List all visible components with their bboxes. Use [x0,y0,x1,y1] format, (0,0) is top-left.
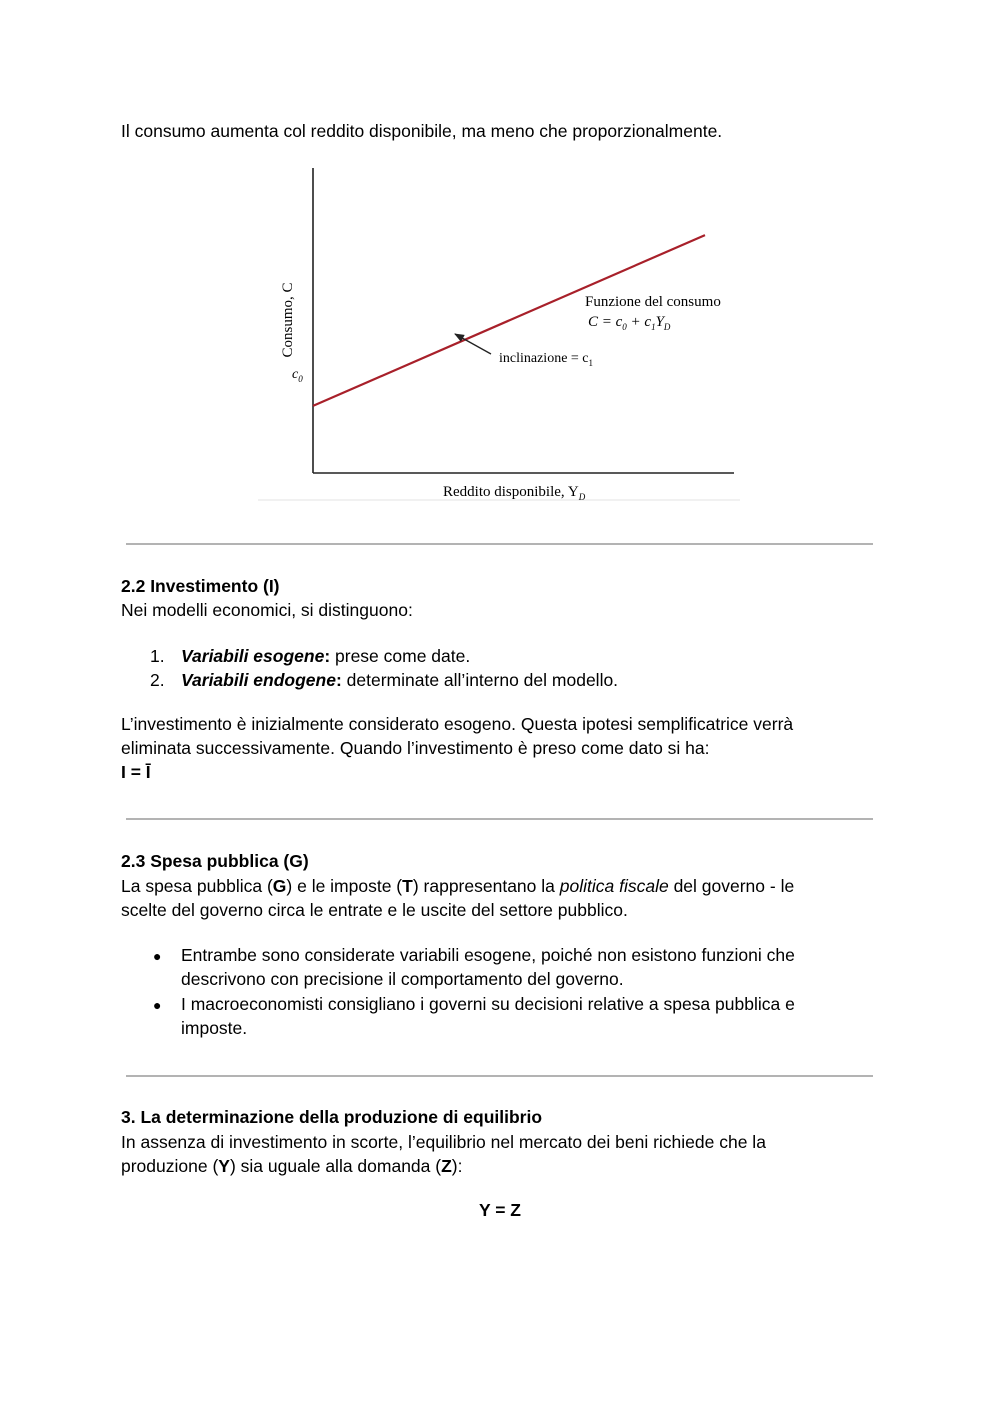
investment-equation: I = Ī [121,762,151,782]
paragraph-line: eliminata successivamente. Quando l’investimento è preso come dato si ha: [121,738,710,758]
slope-label: inclinazione = $c_1$ [499,351,594,368]
section-2-2-title: 2.2 Investimento (I) [121,576,280,596]
list-item: Variabili endogene: determinate all’interno del modello. [181,670,619,690]
consumption-function-chart [255,160,745,505]
paragraph-line: produzione (Y) sia uguale alla domanda (Z): [121,1156,463,1176]
list-number: 2. [150,670,165,690]
list-item-line: Entrambe sono considerate variabili esogene, poiché non esistono funzioni che [181,945,795,965]
divider [126,818,873,820]
section-2-2-intro: Nei modelli economici, si distinguono: [121,600,413,620]
curve-label: Funzione del consumo [585,294,721,310]
list-item: Variabili esogene: prese come date. [181,646,471,666]
paragraph-line: scelte del governo circa le entrate e le uscite del settore pubblico. [121,900,628,920]
y-intercept-label: $c_0$ [292,367,303,384]
equilibrium-equation: Y = Z [479,1200,521,1220]
divider [126,1075,873,1077]
paragraph-line: L’investimento è inizialmente considerato esogeno. Questa ipotesi semplificatrice verrà [121,714,794,734]
bullet-icon: ● [153,948,162,964]
list-item-line: descrivono con precisione il comportamento del governo. [181,969,624,989]
y-axis-label: Consumo, C [280,282,296,358]
intro-text: Il consumo aumenta col reddito disponibile, ma meno che proporzionalmente. [121,121,723,141]
list-item-line: I macroeconomisti consigliano i governi su decisioni relative a spesa pubblica e [181,994,795,1014]
x-axis-label: Reddito disponibile, $Y_D$ [443,484,586,502]
divider [126,543,873,545]
list-item-line: imposte. [181,1018,248,1038]
paragraph-line: In assenza di investimento in scorte, l’equilibrio nel mercato dei beni richiede che la [121,1132,766,1152]
bullet-icon: ● [153,997,162,1013]
list-number: 1. [150,646,165,666]
section-2-3-title: 2.3 Spesa pubblica (G) [121,851,309,871]
section-3-title: 3. La determinazione della produzione di equilibrio [121,1107,543,1127]
curve-formula: $C = c_0 + c_1Y_D$ [588,314,671,332]
paragraph-line: La spesa pubblica (G) e le imposte (T) rappresentano la politica fiscale del governo - le [121,876,795,896]
